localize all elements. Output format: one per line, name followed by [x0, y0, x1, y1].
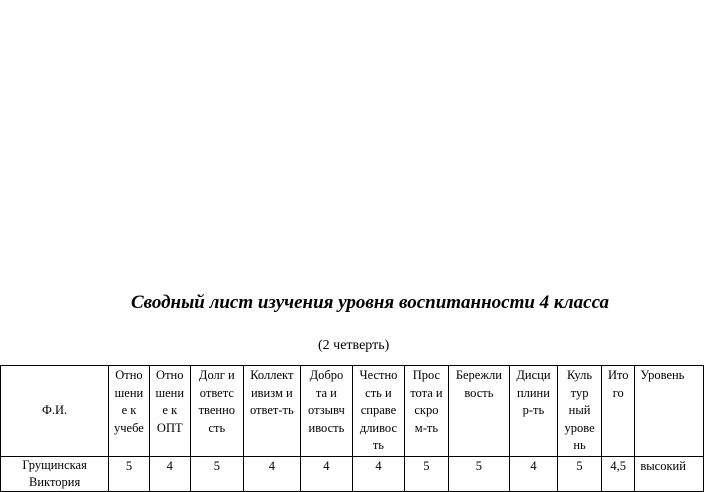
- header-thrift: Бережли вость: [448, 366, 509, 457]
- upbringing-level-table: [0, 365, 704, 492]
- header-culture-level: Куль тур ный урове нь: [558, 366, 602, 457]
- header-collectivism: Коллект ивизм и ответ-ть: [243, 366, 300, 457]
- header-level: Уровень: [635, 366, 704, 457]
- header-attitude-opt: Отно шени е к ОПТ: [149, 366, 190, 457]
- score-cell: 5: [109, 456, 149, 491]
- header-attitude-study: Отно шени е к учебе: [109, 366, 149, 457]
- score-cell: 4: [243, 456, 300, 491]
- total-cell: 4,5: [602, 456, 635, 491]
- table-row: [1, 456, 704, 491]
- score-cell: 5: [404, 456, 448, 491]
- score-cell: 5: [190, 456, 243, 491]
- header-name: Ф.И.: [1, 366, 109, 457]
- score-cell: 4: [149, 456, 190, 491]
- header-kindness: Добро та и отзывч ивость: [300, 366, 352, 457]
- score-cell: 5: [448, 456, 509, 491]
- score-cell: 5: [558, 456, 602, 491]
- score-cell: 4: [300, 456, 352, 491]
- table-header-row: [1, 366, 704, 457]
- document-subtitle: (2 четверть): [318, 338, 390, 353]
- header-discipline: Дисци плини р-ть: [509, 366, 557, 457]
- header-total: Ито го: [602, 366, 635, 457]
- score-cell: 4: [509, 456, 557, 491]
- document-title: Сводный лист изучения уровня воспитанности 4 класса: [130, 292, 610, 313]
- header-simplicity: Прос тота и скро м-ть: [404, 366, 448, 457]
- score-cell: 4: [352, 456, 404, 491]
- student-name: Грущинская Виктория: [1, 456, 109, 491]
- level-cell: высокий: [635, 456, 704, 491]
- header-honesty: Честно сть и справе дливос ть: [352, 366, 404, 457]
- header-duty-responsibility: Долг и ответс твенно сть: [190, 366, 243, 457]
